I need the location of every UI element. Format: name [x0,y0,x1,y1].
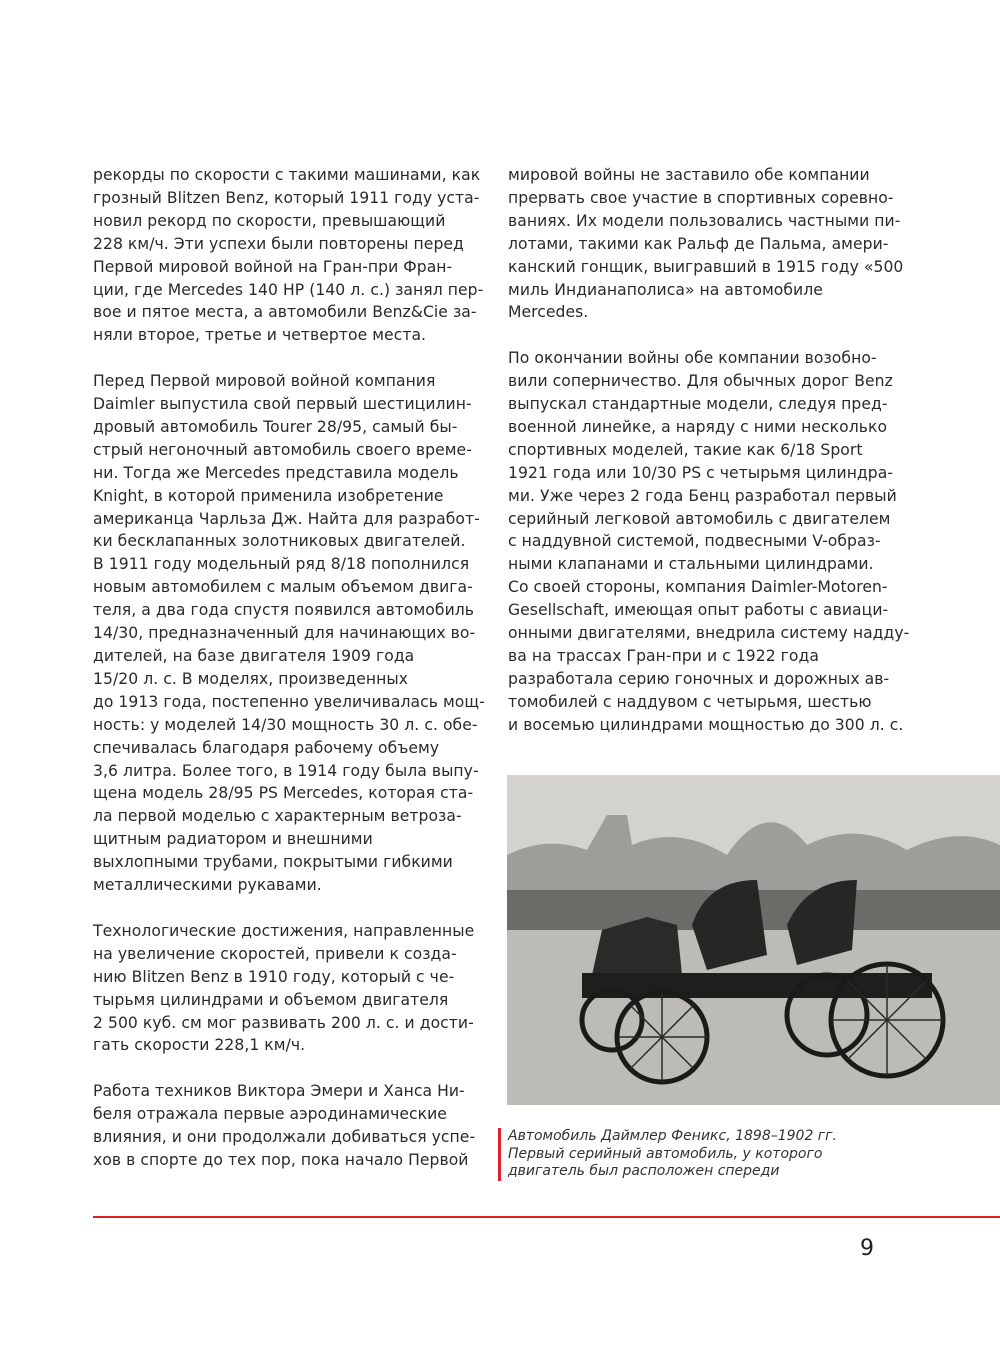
text-line: Работа техников Виктора Эмери и Ханса Ни- [93,1082,465,1101]
text-line: ва на трассах Гран-при и с 1922 года [508,647,819,666]
text-line: щитным радиатором и внешними [93,830,373,849]
text-line: новым автомобилем с малым объемом двига- [93,578,473,597]
text-line: нию Blitzen Benz в 1910 году, который с че- [93,967,455,986]
text-line: Первой мировой войной на Гран-при Фран- [93,257,453,276]
text-line: ции, где Mercedes 140 HP (140 л. с.) занял пер- [93,280,484,299]
text-line: ность: у моделей 14/30 мощность 30 л. с. обе- [93,715,478,734]
text-line: вили соперничество. Для обычных дорог Benz [508,372,893,391]
text-line: теля, а два года спустя появился автомобиль [93,601,475,620]
text-line: мировой войны не заставило обе компании [508,166,870,184]
text-line: хов в спорте до тех пор, пока начало Первой [93,1150,469,1169]
caption-line: Автомобиль Даймлер Феникс, 1898–1902 гг. [508,1128,837,1144]
text-line: лотами, такими как Ральф де Пальма, амери- [508,234,889,253]
page-number: 9 [860,1236,874,1261]
text-line: до 1913 года, постепенно увеличивалась мощ- [93,692,485,711]
left-column [93,164,483,1195]
text-line: Daimler выпустила свой первый шестицилин- [93,395,472,414]
text-line: Со своей стороны, компания Daimler-Motoren- [508,578,888,597]
footer-rule [93,1216,1000,1218]
text-line: Mercedes. [508,303,589,322]
text-line: вое и пятое места, а автомобили Benz&Cie за- [93,303,477,322]
paragraph [508,347,918,736]
text-line: и восемью цилиндрами мощностью до 300 л. с. [508,715,904,734]
text-line: грозный Blitzen Benz, который 1911 году уста- [93,188,480,207]
text-line: ла первой моделью с характерным ветроза- [93,807,462,826]
text-line: спортивных моделей, такие как 6/18 Sport [508,440,863,459]
text-line: стрый негоночный автомобиль своего време- [93,440,472,459]
text-line: Технологические достижения, направленные [93,921,475,940]
text-line: По окончании войны обе компании возобно- [508,349,877,368]
text-line: с наддувной системой, подвесными V-образ- [508,532,881,551]
photo-caption [498,1128,837,1181]
paragraph [93,164,483,347]
paragraph [93,920,483,1057]
text-line: няли второе, третье и четвертое места. [93,326,427,345]
text-line: рекорды по скорости с такими машинами, как [93,166,481,184]
text-line: ни. Тогда же Mercedes представила модель [93,463,459,482]
paragraph [93,370,483,897]
text-line: ными клапанами и стальными цилиндрами. [508,555,874,574]
text-line: 15/20 л. с. В моделях, произведенных [93,669,409,688]
paragraph [508,164,918,324]
text-line: спечивалась благодаря рабочему объему [93,738,440,757]
text-line: беля отражала первые аэродинамические [93,1105,447,1124]
text-line: гать скорости 228,1 км/ч. [93,1036,306,1055]
text-line: онными двигателями, внедрила систему надду- [508,624,910,643]
text-line: тырьмя цилиндрами и объемом двигателя [93,990,449,1009]
text-line: дровый автомобиль Tourer 28/95, самый бы- [93,417,458,436]
text-line: Knight, в которой применила изобретение [93,486,444,505]
text-line: Перед Первой мировой войной компания [93,372,436,391]
car-photo [507,775,1000,1105]
text-line: миль Индианаполиса» на автомобиле [508,280,823,299]
text-line: 228 км/ч. Эти успехи были повторены перед [93,234,464,253]
text-line: военной линейке, а наряду с ними несколько [508,417,888,436]
paragraph [93,1080,483,1172]
text-line: влияния, и они продолжали добиваться успе- [93,1128,476,1147]
caption-line: двигатель был расположен спереди [508,1163,780,1179]
text-line: Gesellschaft, имеющая опыт работы с авиаци- [508,601,889,620]
text-line: 14/30, предназначенный для начинающих во- [93,624,476,643]
text-line: разработала серию гоночных и дорожных ав- [508,669,890,688]
text-line: новил рекорд по скорости, превышающий [93,211,446,230]
text-line: металлическими рукавами. [93,876,322,895]
text-line: ки бесклапанных золотниковых двигателей. [93,532,466,551]
text-line: серийный легковой автомобиль с двигателем [508,509,891,528]
right-column [508,164,918,760]
text-line: прервать свое участие в спортивных соревно- [508,188,894,207]
text-line: 2 500 куб. см мог развивать 200 л. с. и дости- [93,1013,474,1032]
text-line: выхлопными трубами, покрытыми гибкими [93,853,453,872]
text-line: томобилей с наддувом с четырьмя, шестью [508,692,872,711]
text-line: дителей, на базе двигателя 1909 года [93,647,415,666]
text-line: на увеличение скоростей, привели к созда- [93,944,457,963]
daimler-phoenix-illustration [507,775,1000,1105]
text-line: щена модель 28/95 PS Mercedes, которая ста- [93,784,474,803]
text-line: канский гонщик, выигравший в 1915 году «500 [508,257,904,276]
text-line: американца Чарльза Дж. Найта для разработ- [93,509,480,528]
text-line: 3,6 литра. Более того, в 1914 году была выпу- [93,761,479,780]
text-line: ваниях. Их модели пользовались частными пи- [508,211,901,230]
text-line: 1921 года или 10/30 PS с четырьмя цилиндра- [508,463,893,482]
caption-line: Первый серийный автомобиль, у которого [508,1145,823,1162]
text-line: В 1911 году модельный ряд 8/18 пополнился [93,555,470,574]
text-line: выпускал стандартные модели, следуя пред- [508,395,888,414]
text-line: ми. Уже через 2 года Бенц разработал первый [508,486,897,505]
